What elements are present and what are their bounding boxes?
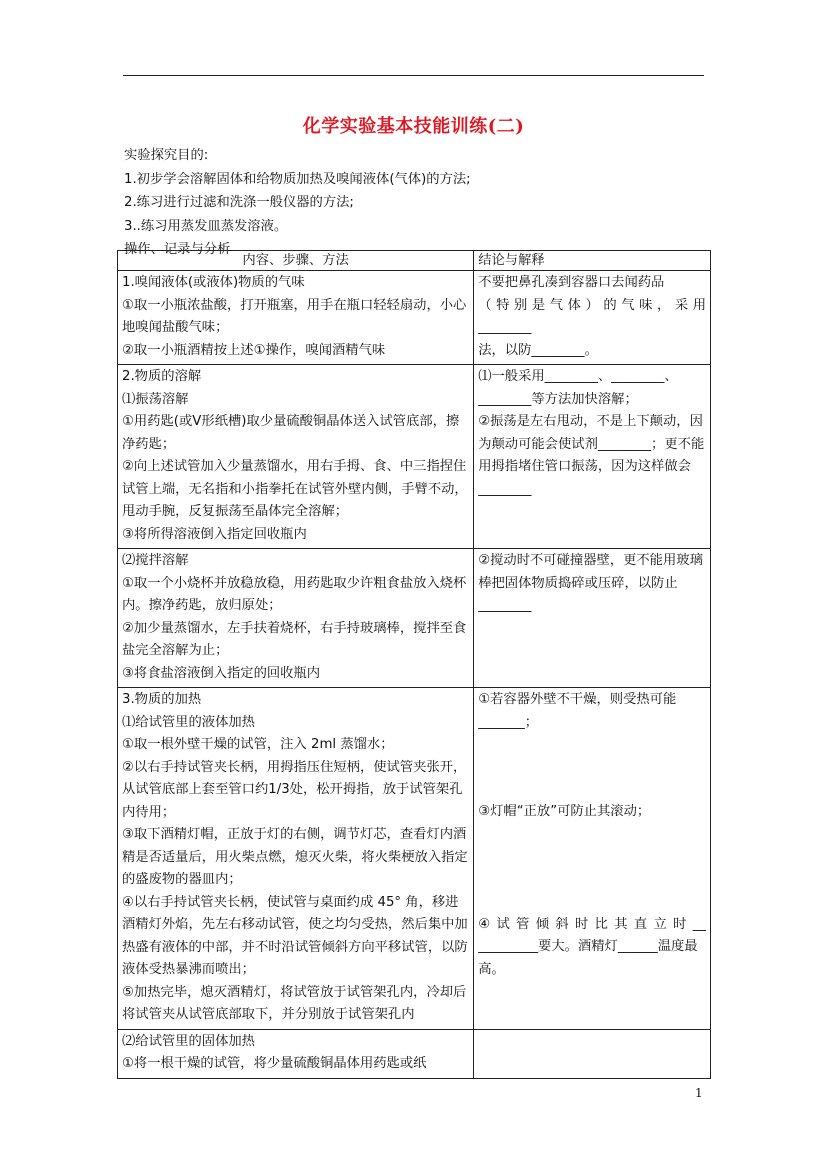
goal-item: 1.初步学会溶解固体和给物质加热及嗅闻液体(气体)的方法;	[124, 171, 471, 187]
table-cell-content	[118, 688, 474, 1030]
table-row	[118, 271, 711, 365]
cell-line: ①若容器外壁不干燥，则受热可能	[478, 692, 677, 707]
header-rule	[123, 75, 704, 76]
cell-line: ③将食盐溶液倒入指定的回收瓶内	[122, 665, 321, 681]
cell-line: ①取一小瓶浓盐酸，打开瓶塞，用手在瓶口轻轻扇动，小心地嗅闻盐酸气味；	[122, 297, 467, 335]
cell-line: ②加少量蒸馏水，左手扶着烧杯，右手持玻璃棒，搅拌至食盐完全溶解为止；	[122, 620, 467, 658]
experiment-table	[117, 250, 711, 1079]
cell-line: ①取一个小烧杯并放稳放稳，用药匙取少许粗食盐放入烧杯内。擦净药匙，放归原处；	[122, 575, 467, 613]
cell-line: ①取一根外壁干燥的试管，注入 2ml 蒸馏水；	[122, 737, 394, 752]
table-cell-conclusion	[474, 365, 711, 549]
section-heading: 操作、记录与分析	[124, 242, 231, 257]
cell-line: ⑵搅拌溶解	[122, 553, 189, 568]
cell-line: ④试管倾斜时比其直立时__	[478, 916, 706, 932]
intro-section	[124, 144, 724, 262]
cell-line: ①将一根干燥的试管，将少量硫酸铜晶体用药匙或纸	[122, 1056, 427, 1071]
cell-line: _________要大。酒精灯______温度最高。	[478, 939, 698, 977]
cell-line: 2.物质的溶解	[122, 369, 202, 384]
cell-line: ③灯帽“正放”可防止其滚动；	[478, 804, 651, 819]
table-cell-content	[118, 271, 474, 365]
page-title: 化学实验基本技能训练(二)	[302, 116, 525, 137]
cell-line: 不要把鼻孔凑到容器口去闻药品	[478, 275, 665, 290]
spacer	[478, 824, 706, 914]
cell-line: 3.物质的加热	[122, 692, 202, 707]
table-cell-conclusion	[474, 271, 711, 365]
cell-line: 1.嗅闻液体(或液体)物质的气味	[122, 275, 305, 290]
table-cell-conclusion	[474, 1029, 711, 1078]
cell-line: （特别是气体）的气味，采用	[478, 297, 706, 313]
table-header-row	[118, 251, 711, 271]
spacer	[478, 734, 706, 801]
table-cell-conclusion	[474, 549, 711, 688]
table-cell-content	[118, 365, 474, 549]
cell-line: ④以右手持试管夹长柄，使试管与桌面约成 45° 角，移进酒精灯外焰，先左右移动试管，使之均匀受热，然后集中加热盛有液体的中部，并不时沿试管倾斜方向平移试管，以防液体受热暴沸而喷出；	[122, 894, 468, 977]
column-header-content: 内容、步骤、方法	[118, 251, 474, 271]
cell-line: ⑵给试管里的固体加热	[122, 1033, 255, 1049]
cell-line: ________	[478, 320, 532, 335]
cell-line: ________等方法加快溶解；	[478, 391, 638, 407]
table-row	[118, 549, 711, 688]
cell-line: ③将所得溶液倒入指定回收瓶内	[122, 526, 307, 542]
cell-line: ⑴振荡溶解	[122, 391, 189, 407]
cell-line: ③取下酒精灯帽，正放于灯的右侧，调节灯芯，查看灯内酒精是否适量后，用火柴点燃，熄灭火柴，将火柴梗放入指定的盛废物的器皿内；	[122, 827, 468, 887]
table-row	[118, 688, 711, 1030]
cell-line: ②取一小瓶酒精按上述①操作，嗅闻酒精气味	[122, 342, 386, 358]
goal-item: 2.练习进行过滤和洗涤一般仪器的方法;	[124, 195, 354, 210]
column-header-conclusion: 结论与解释	[474, 251, 711, 271]
table-row	[118, 1029, 711, 1078]
table-row	[118, 365, 711, 549]
goal-item: 3..练习用蒸发皿蒸发溶液。	[124, 218, 288, 234]
cell-line: ②以右手持试管夹长柄，用拇指压住短柄，使试管夹张开，从试管底部上套至管口约1/3处，松开拇指，放于试管架孔内待用；	[122, 759, 467, 820]
table-cell-content	[118, 549, 474, 688]
cell-line: ⑴一般采用________、________、	[478, 369, 678, 384]
cell-line: 法，以防________。	[478, 342, 598, 358]
page-number: 1	[695, 1086, 703, 1100]
cell-line: ⑤加热完毕，熄灭酒精灯，将试管放于试管架孔内，冷却后将试管夹从试管底部取下，并分别放于试管架孔内	[122, 984, 467, 1022]
table-cell-conclusion	[474, 688, 711, 1030]
cell-line: ②振荡是左右甩动，不是上下颠动，因为颠动可能会使试剂________；更不能用拇指堵住管口振荡，因为这样做会________	[478, 414, 705, 497]
intro-heading: 实验探究目的:	[124, 148, 209, 163]
cell-line: ②搅动时不可碰撞器壁，更不能用玻璃棒把固体物质捣碎或压碎，以防止________	[478, 553, 703, 613]
cell-line: ①用药匙(或V形纸槽)取少量硫酸铜晶体送入试管底部，擦净药匙；	[122, 414, 460, 452]
cell-line: ②向上述试管加入少量蒸馏水，用右手拇、食、中三指捏住试管上端，无名指和小指拳托在试管外壁内侧，手臂不动，甩动手腕，反复振荡至晶体完全溶解；	[122, 459, 468, 519]
cell-line: ⑴给试管里的液体加热	[122, 714, 255, 730]
cell-line: _______；	[478, 714, 539, 730]
table-cell-content	[118, 1029, 474, 1078]
